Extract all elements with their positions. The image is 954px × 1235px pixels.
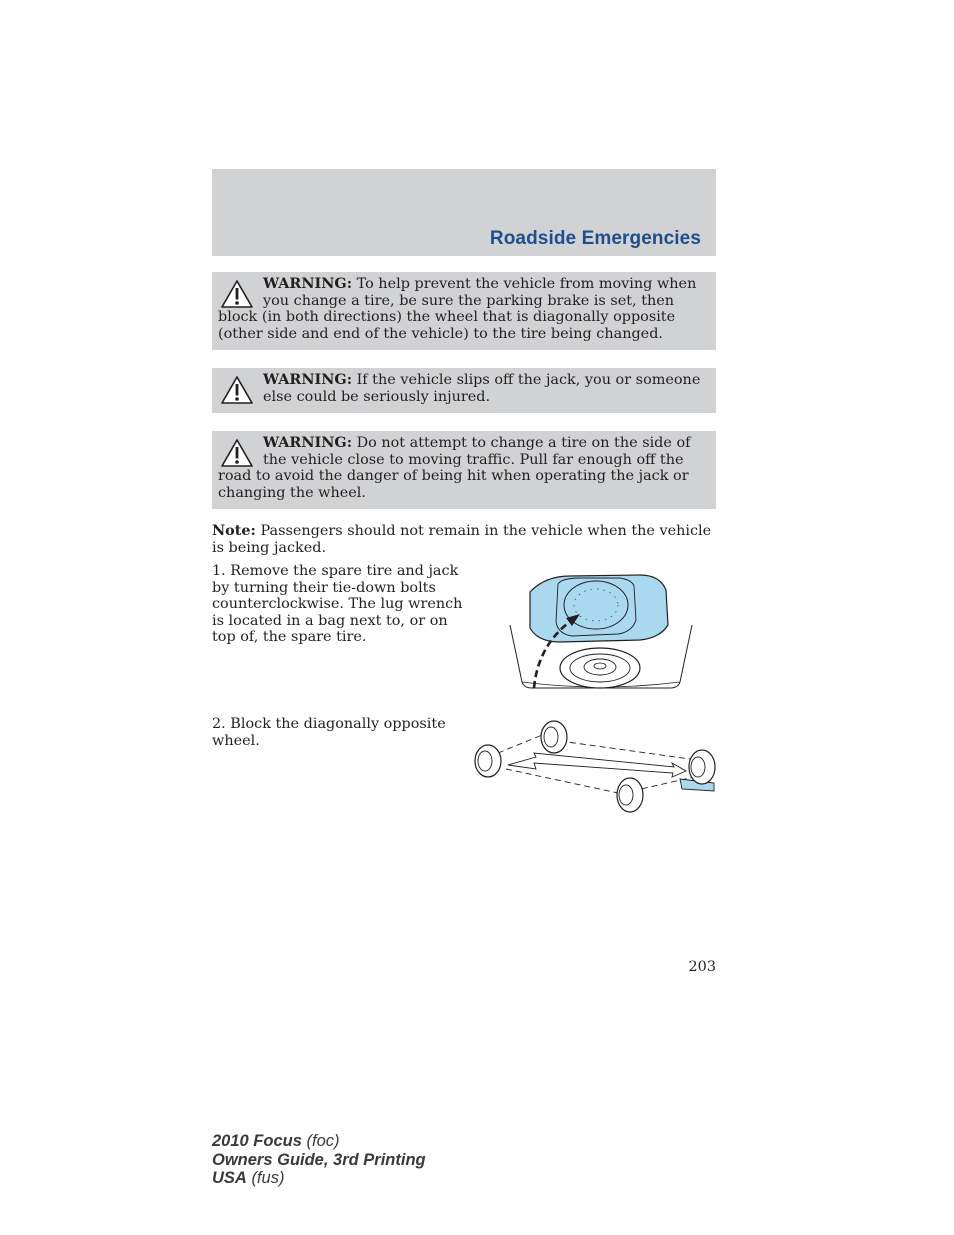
warning-triangle-icon xyxy=(220,279,254,309)
warning-body: If the vehicle slips off the jack, you or someone else could be seriously injured. xyxy=(263,372,701,405)
footer-guide: Owners Guide, 3rd Printing xyxy=(212,1150,426,1169)
note-paragraph xyxy=(212,523,716,556)
section-header-band xyxy=(212,169,716,256)
footer-market-code: (fus) xyxy=(251,1169,285,1187)
step-block-wheel: 2. Block the diagonally opposite wheel. xyxy=(212,716,446,749)
warning-box-parking-brake xyxy=(212,272,716,350)
footer-model-code: (foc) xyxy=(306,1132,340,1150)
footer-publication-info xyxy=(212,1132,426,1188)
section-title: Roadside Emergencies xyxy=(489,228,701,249)
footer-model: 2010 Focus xyxy=(212,1132,302,1150)
warning-label: WARNING: xyxy=(263,371,353,388)
warning-label: WARNING: xyxy=(263,434,353,451)
warning-triangle-icon xyxy=(220,438,254,468)
warning-text xyxy=(218,276,708,342)
page-number: 203 xyxy=(688,959,716,975)
footer-market: USA xyxy=(212,1169,247,1187)
step-remove-spare: 1. Remove the spare tire and jack by turning their tie-down bolts counterclockwise. The lug wrench is located in a bag next to, or on top of, the spare tire. xyxy=(212,563,463,646)
warning-body: To help prevent the vehicle from moving when you change a tire, be sure the parking brake is set, then block (in both directions) the wheel that is diagonally opposite (other side and end of the vehicle) to the tire being changed. xyxy=(218,276,697,342)
footer-line-market xyxy=(212,1169,426,1188)
spare-tire-well-illustration xyxy=(500,570,700,694)
footer-line-model xyxy=(212,1132,426,1151)
warning-box-traffic xyxy=(212,431,716,509)
warning-text xyxy=(218,435,708,501)
warning-box-jack-slip xyxy=(212,368,716,413)
warning-triangle-icon xyxy=(220,375,254,405)
note-label: Note: xyxy=(212,522,256,539)
warning-label: WARNING: xyxy=(263,275,353,292)
warning-text xyxy=(218,372,708,405)
footer-line-guide xyxy=(212,1151,426,1170)
note-body: Passengers should not remain in the vehicle when the vehicle is being jacked. xyxy=(212,523,712,556)
diagonal-wheel-block-illustration xyxy=(472,717,718,817)
warning-body: Do not attempt to change a tire on the side of the vehicle close to moving traffic. Pull far enough off the road to avoid the danger of being hit when operating the jack or changing the wheel. xyxy=(218,435,691,501)
